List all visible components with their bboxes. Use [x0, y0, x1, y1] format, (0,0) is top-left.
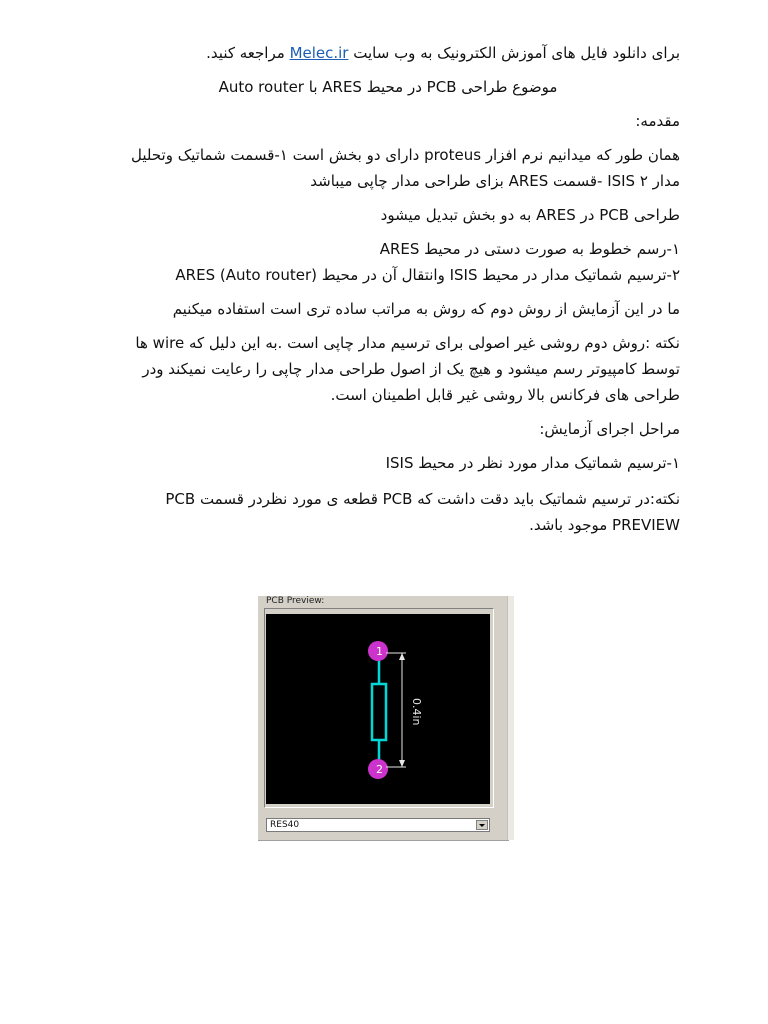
note-2-line-2: PREVIEW موجود باشد. — [529, 516, 680, 534]
note-2-line-1: نکته:در ترسیم شماتیک باید دقت داشت که PCB قطعه ی مورد نظردر قسمت PCB — [165, 490, 680, 508]
intro-text-before: برای دانلود فایل های آموزش الکترونیک به وب سایت — [348, 44, 680, 62]
pcb-preview-title: PCB Preview: — [266, 596, 325, 606]
package-select[interactable] — [266, 818, 490, 832]
list-item-1 — [96, 236, 680, 262]
dimension-label: 0.4in — [410, 698, 423, 726]
list-item-1-text: ۱-رسم خطوط به صورت دستی در محیط ARES — [379, 240, 680, 258]
paragraph-2: طراحی PCB در ARES به دو بخش تبدیل میشود — [380, 206, 680, 224]
dimension-arrow-bottom — [399, 760, 405, 767]
list-item-2: ۲-ترسیم شماتیک مدار در محیط ISIS وانتقال آن در محیط ARES (Auto router) — [175, 266, 680, 284]
note-line-1: نکته :روش دوم روشی غیر اصولی برای ترسیم مدار چاپی است .به این دلیل که wire ها — [135, 334, 680, 352]
pcb-preview-canvas — [266, 614, 490, 804]
steps-heading: مراحل اجرای آزمایش: — [539, 420, 680, 438]
melec-link[interactable]: Melec.ir — [289, 44, 349, 62]
panel-scroll-edge — [507, 596, 514, 840]
chevron-down-icon[interactable] — [476, 820, 488, 830]
note-line-3: طراحی های فرکانس بالا روشی غیر قابل اطمینان است. — [330, 386, 680, 404]
paragraph-3: ما در این آزمایش از روش دوم که روش به مراتب ساده تری است استفاده میکنیم — [172, 300, 680, 318]
package-select-value: RES40 — [270, 820, 300, 830]
paragraph-1-line-1: همان طور که میدانیم نرم افزار proteus دارای دو بخش است ۱-قسمت شماتیک وتحلیل — [131, 146, 680, 164]
pad-2-label: 2 — [376, 763, 383, 776]
pcb-preview-panel — [258, 596, 509, 841]
paragraph-1-line-2: مدار ISIS ۲ -قسمت ARES بزای طراحی مدار چاپی میباشد — [310, 172, 680, 190]
subject-line: موضوع طراحی PCB در محیط ARES با Auto router — [218, 78, 558, 96]
dimension-arrow-top — [399, 653, 405, 660]
resistor-body — [372, 684, 386, 740]
document-body — [96, 40, 680, 538]
note-line-2: توسط کامپیوتر رسم میشود و هیچ یک از اصول طراحی مدار چاپی را رعایت نمیکند ودر — [142, 360, 680, 378]
step-1: ۱-ترسیم شماتیک مدار مورد نظر در محیط ISIS — [385, 454, 680, 472]
intro-text-after: مراجعه کنید. — [206, 44, 290, 62]
intro-heading: مقدمه: — [635, 112, 680, 130]
intro-line — [96, 40, 680, 66]
pcb-footprint-drawing — [266, 614, 490, 804]
pad-1-label: 1 — [376, 645, 383, 658]
